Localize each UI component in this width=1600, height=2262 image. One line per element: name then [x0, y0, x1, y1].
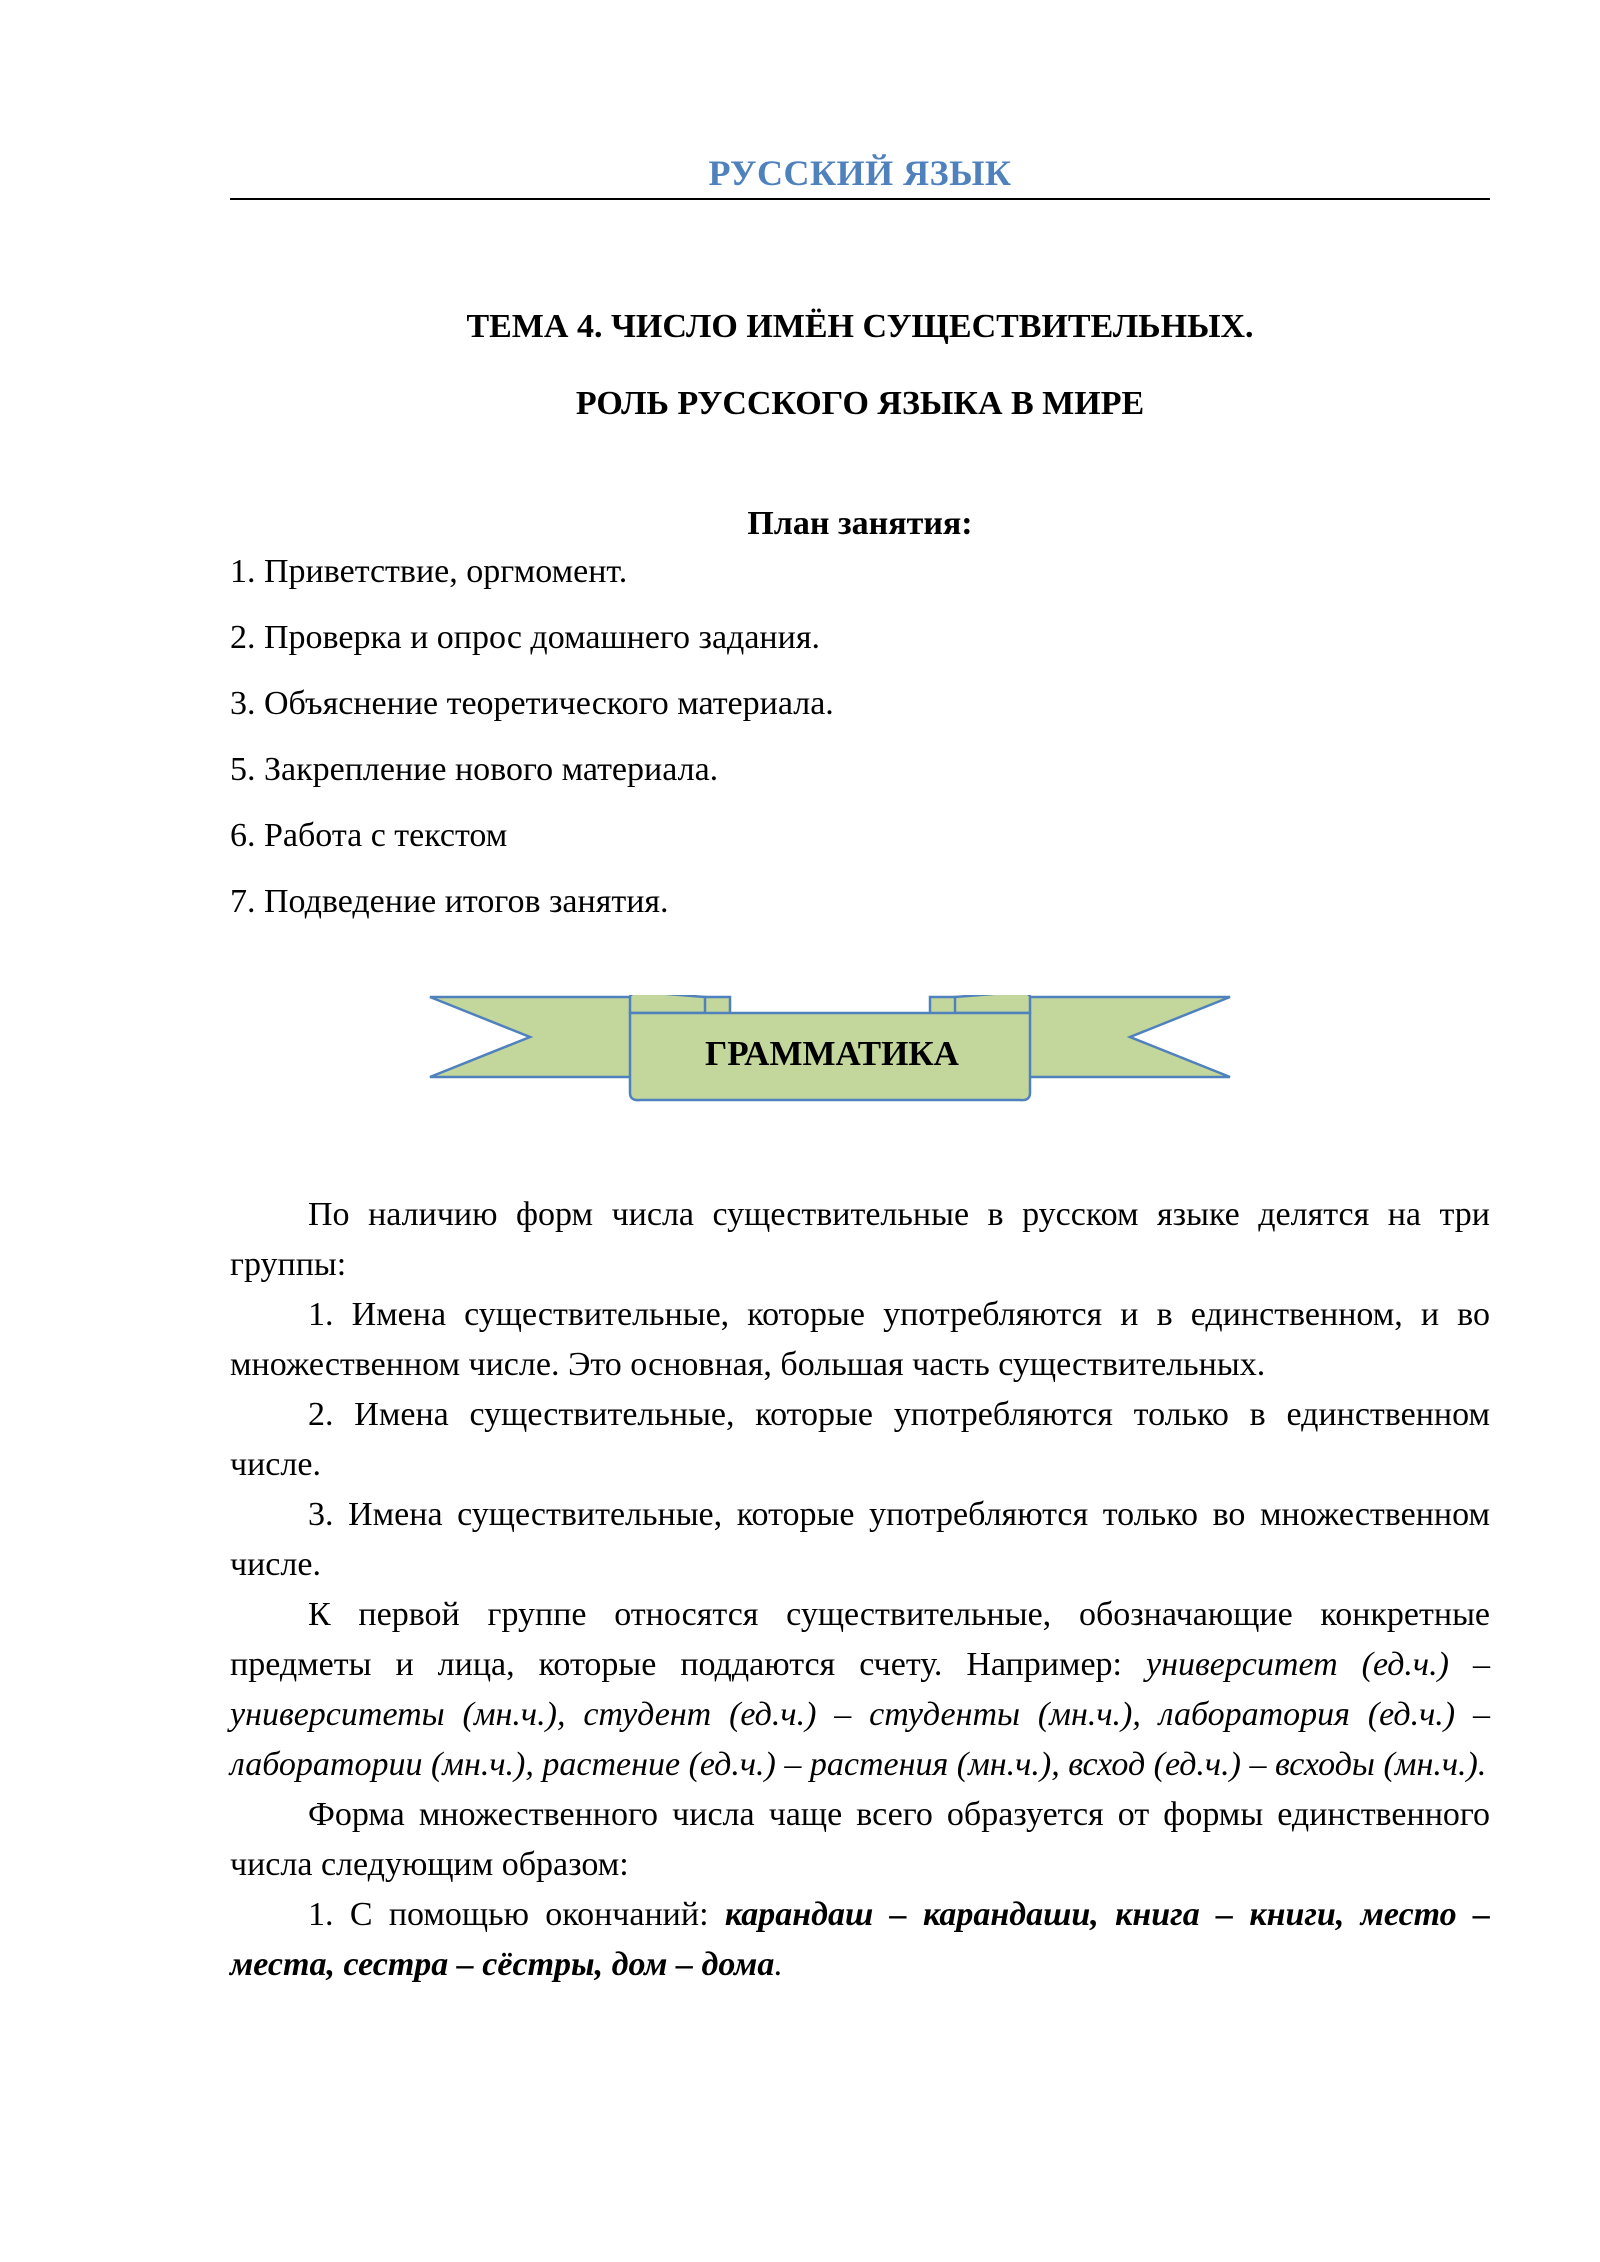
paragraph: Форма множественного числа чаще всего образуется от формы единственного числа следующим образом: — [230, 1796, 1490, 1883]
paragraph-end: . — [774, 1946, 783, 1983]
body-text — [230, 1190, 1490, 1990]
paragraph: По наличию форм числа существительные в русском языке делятся на три группы: — [230, 1196, 1490, 1283]
plan-item: 5. Закрепление нового материала. — [230, 751, 719, 788]
plan-item: 2. Проверка и опрос домашнего задания. — [230, 619, 820, 656]
plan-list — [230, 548, 1490, 944]
topic-title-line-1: ТЕМА 4. ЧИСЛО ИМЁН СУЩЕСТВИТЕЛЬНЫХ. — [466, 308, 1254, 345]
topic-title-line-2: РОЛЬ РУССКОГО ЯЗЫКА В МИРЕ — [575, 385, 1145, 422]
paragraph-text: К первой группе относятся существительные, обозначающие конкретные предметы и лица, которые поддаются счету. Например: — [230, 1596, 1490, 1683]
plan-item: 3. Объяснение теоретического материала. — [230, 685, 834, 722]
plan-item: 6. Работа с текстом — [230, 817, 508, 854]
paragraph-text: 1. С помощью окончаний: — [308, 1896, 725, 1933]
page-header-title: РУССКИЙ ЯЗЫК — [708, 153, 1012, 193]
paragraph — [230, 1590, 1490, 1790]
ribbon-left-fold — [630, 995, 705, 1013]
ribbon-right-fold — [955, 995, 1030, 1013]
plan-item: 7. Подведение итогов занятия. — [230, 883, 669, 920]
examples-italic: университет (ед.ч.) – университеты (мн.ч.), студент (ед.ч.) – студенты (мн.ч.), лаборатория (ед.ч.) – лаборатории (мн.ч.), растение (ед.ч.) – растения (мн.ч.), всход (ед.ч.) – всходы (мн.ч.). — [230, 1646, 1490, 1783]
paragraph: 3. Имена существительные, которые употребляются только во множественном числе. — [230, 1496, 1490, 1583]
header-divider — [230, 198, 1490, 200]
paragraph: 2. Имена существительные, которые употребляются только в единственном числе. — [230, 1396, 1490, 1483]
examples-bold-italic: карандаш – карандаши, книга – книги, место – места, сестра – сёстры, дом – дома — [230, 1896, 1490, 1983]
banner-label: ГРАММАТИКА — [705, 1034, 959, 1073]
paragraph: 1. Имена существительные, которые употребляются и в единственном, и во множественном числе. Это основная, большая часть существительных. — [230, 1296, 1490, 1383]
plan-title: План занятия: — [747, 505, 973, 542]
paragraph — [230, 1890, 1490, 1990]
plan-item: 1. Приветствие, оргмомент. — [230, 553, 628, 590]
